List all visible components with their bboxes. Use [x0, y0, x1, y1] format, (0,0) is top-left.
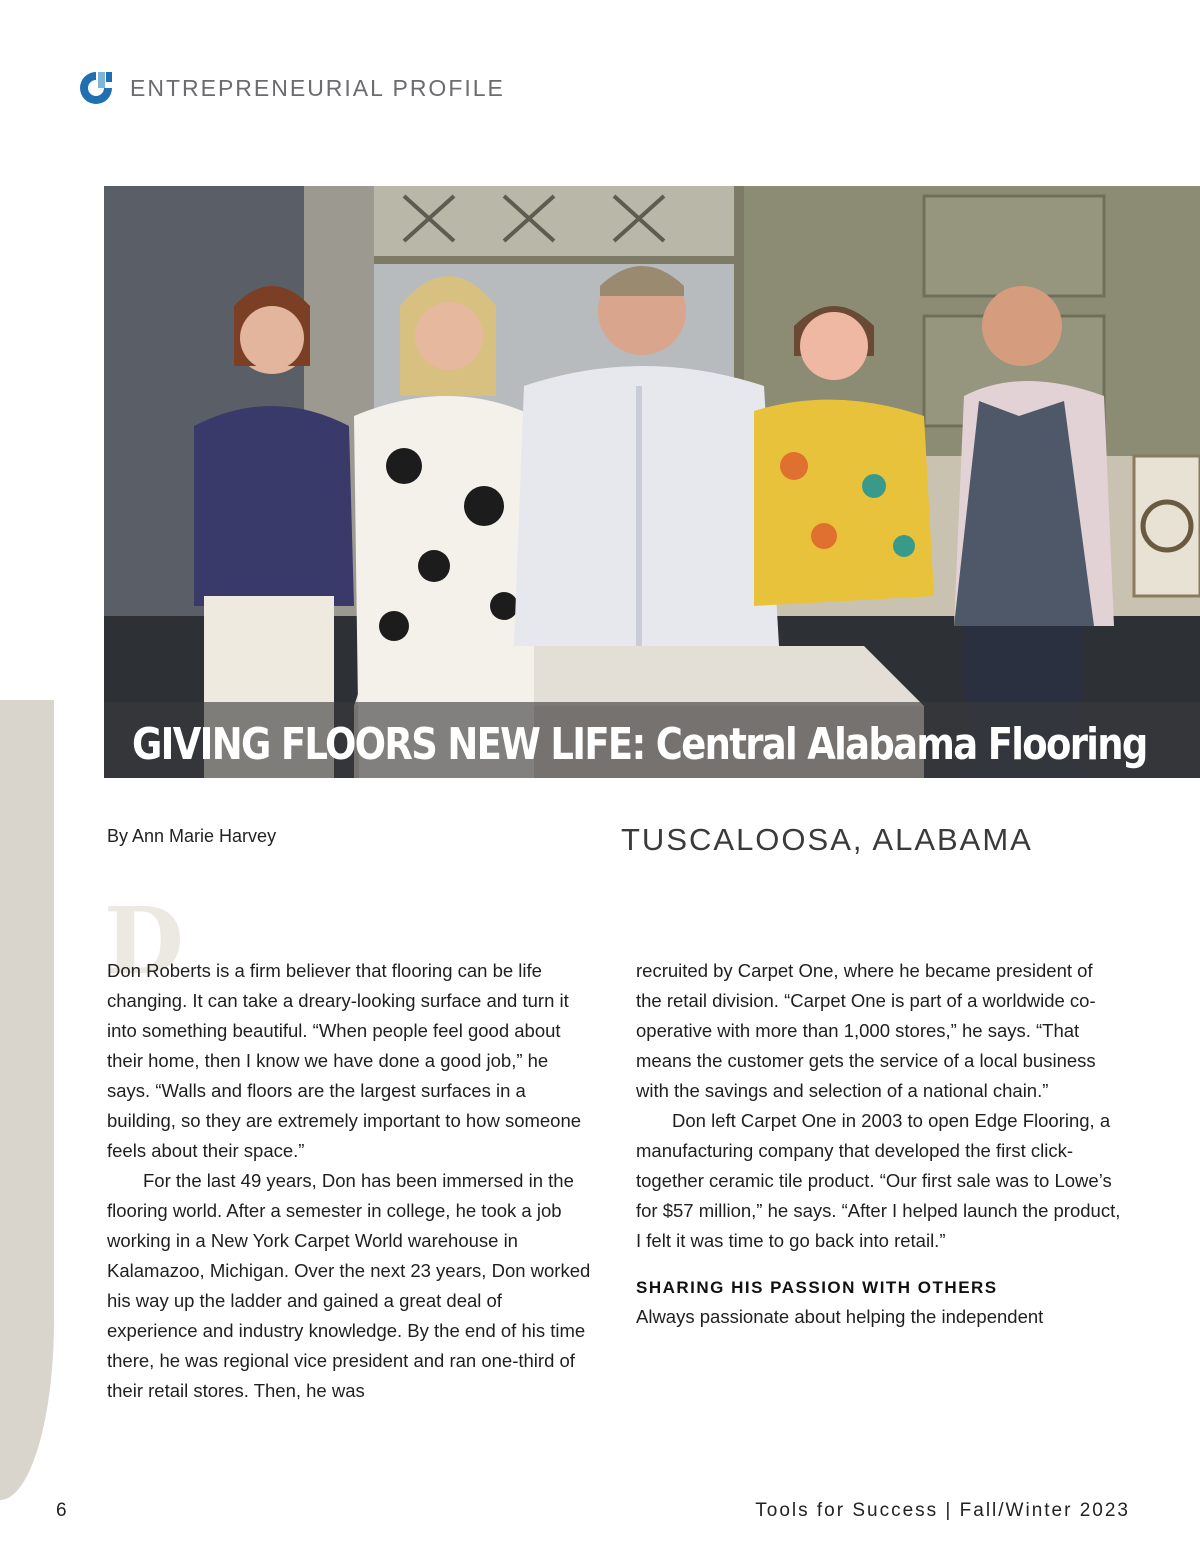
decorative-side-band	[0, 700, 54, 1500]
section-label: ENTREPRENEURIAL PROFILE	[130, 74, 505, 101]
dateline: TUSCALOOSA, ALABAMA	[621, 822, 1033, 857]
section-header	[76, 66, 505, 110]
drop-cap: D	[104, 887, 184, 995]
byline: By Ann Marie Harvey	[107, 826, 277, 846]
section-subheading: SHARING HIS PASSION WITH OTHERS	[636, 1278, 998, 1297]
publication-footer: Tools for Success | Fall/Winter 2023	[755, 1500, 1130, 1521]
paragraph: Always passionate about helping the independent	[636, 1306, 1044, 1327]
cu-logo-icon	[76, 68, 116, 108]
paragraph: Don Roberts is a firm believer that flooring can be life changing. It can take a dreary-looking surface and turn it into something beautiful. “When people feel good about their home, then I know we have done a good job,” he says. “Walls and floors are the largest surfaces in a building, so they are extremely important to how someone feels about their space.”	[107, 960, 582, 1161]
team-photo	[104, 186, 1200, 778]
paragraph: For the last 49 years, Don has been immersed in the flooring world. After a semester in college, he took a job working in a New York Carpet World warehouse in Kalamazoo, Michigan. Over the next 23 years, Don worked his way up the ladder and gained a great deal of experience and industry knowledge. By the end of his time there, he was regional vice president and ran one-third of their retail stores. Then, he was	[107, 1170, 591, 1401]
article-column-2	[636, 956, 1122, 1332]
paragraph: recruited by Carpet One, where he became president of the retail division. “Carpet One is part of a worldwide co-operative with more than 1,000 stores,” he says. “That means the customer gets the service of a local business with the savings and selection of a national chain.”	[636, 960, 1096, 1101]
page-number: 6	[56, 1500, 67, 1521]
article-headline: GIVING FLOORS NEW LIFE: Central Alabama Flooring	[132, 719, 1147, 770]
paragraph: Don left Carpet One in 2003 to open Edge Flooring, a manufacturing company that developed the first click-together ceramic tile product. “Our first sale was to Lowe’s for $57 million,” he says. “After I helped launch the product, I felt it was time to go back into retail.”	[636, 1110, 1121, 1251]
hero-photo	[104, 186, 1200, 778]
article-column-1	[107, 956, 593, 1406]
